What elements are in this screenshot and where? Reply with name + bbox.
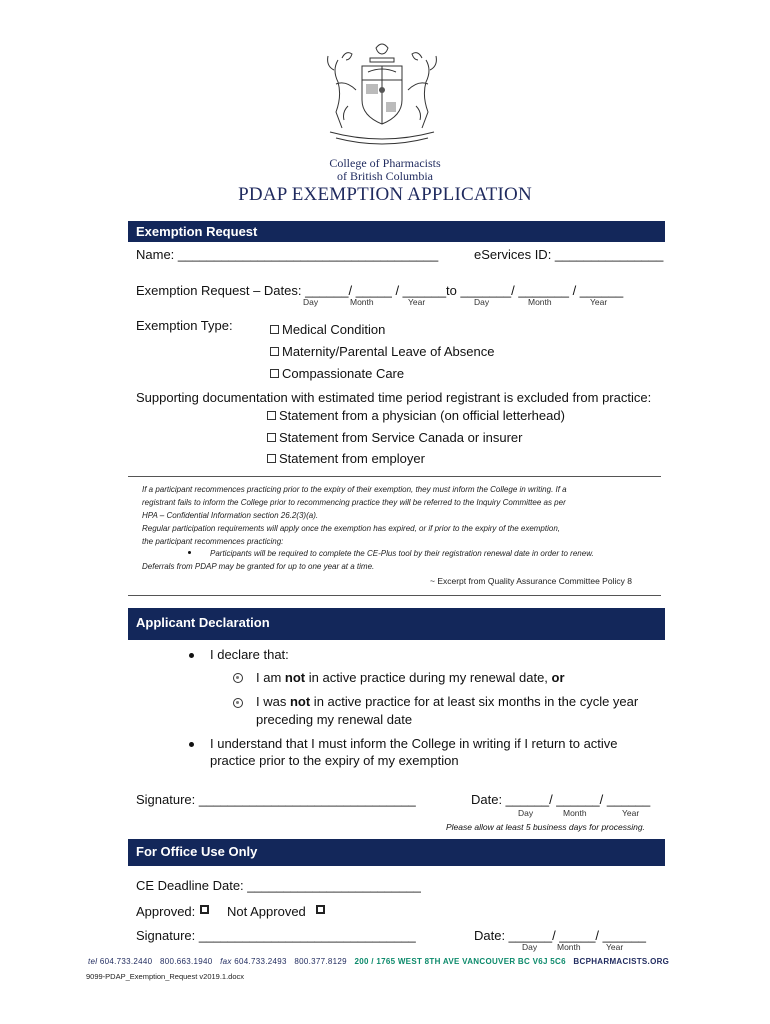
divider: [128, 595, 661, 596]
not-approved-label: Not Approved: [227, 904, 306, 919]
date-sub-month-2: Month: [528, 297, 552, 307]
file-name: 9099-PDAP_Exemption_Request v2019.1.docx: [86, 972, 245, 981]
checkbox-icon[interactable]: [267, 411, 276, 420]
supporting-documentation-label: Supporting documentation with estimated time period registrant is excluded from practice:: [136, 390, 652, 405]
policy-line: registrant fails to inform the College prior to recommencing practice they will be referred to the Inquiry Committee as per: [142, 498, 566, 507]
policy-line: HPA – Confidential Information section 26.2(3)(a).: [142, 511, 319, 520]
checkbox-icon[interactable]: [270, 347, 279, 356]
office-date-field[interactable]: Date: ______/ _____/ ______: [474, 928, 647, 943]
option-not-active-six-months-text-line2: preceding my renewal date: [256, 712, 413, 727]
radio-not-active-renewal[interactable]: [233, 673, 243, 683]
policy-source: ~ Excerpt from Quality Assurance Committee Policy 8: [430, 576, 632, 586]
checkbox-icon[interactable]: [270, 369, 279, 378]
checkbox-icon[interactable]: [267, 454, 276, 463]
approved-checkbox[interactable]: [200, 905, 209, 914]
date-sub-month: Month: [563, 808, 587, 818]
not-approved-checkbox[interactable]: [316, 905, 325, 914]
checkbox-icon[interactable]: [270, 325, 279, 334]
eservices-id-field[interactable]: eServices ID: _______________: [474, 247, 664, 262]
applicant-date-field[interactable]: Date: ______/ ______/ ______: [471, 792, 651, 807]
checkbox-compassionate-care[interactable]: Compassionate Care: [270, 366, 404, 381]
policy-line: Deferrals from PDAP may be granted for up to one year at a time.: [142, 562, 375, 571]
applicant-signature-field[interactable]: Signature: ______________________________: [136, 792, 416, 807]
date-sub-day: Day: [518, 808, 534, 818]
date-sub-day-2: Day: [474, 297, 490, 307]
option-not-active-renewal-text: I am not in active practice during my renewal date, or: [256, 670, 565, 685]
section-header-exemption-request: Exemption Request: [128, 221, 665, 242]
section-header-office-use: For Office Use Only: [128, 839, 665, 866]
checkbox-physician-statement[interactable]: Statement from a physician (on official letterhead): [267, 408, 565, 423]
exemption-dates-field[interactable]: Exemption Request – Dates: ______/ _____ / ______to _______/ _______ / ______: [136, 283, 624, 298]
date-sub-year: Year: [622, 808, 640, 818]
date-sub-day: Day: [522, 942, 538, 952]
checkbox-medical-condition[interactable]: Medical Condition: [270, 322, 385, 337]
footer-contact: tel 604.733.2440 800.663.1940 fax 604.733.2493 800.377.8129 200 / 1765 WEST 8TH AVE VANCOUVER BC V6J 5C6 BCPHARMACISTS.ORG: [88, 957, 670, 966]
approved-label: Approved:: [136, 904, 196, 919]
coat-of-arms-logo: [318, 40, 446, 150]
college-name-line1: College of Pharmacists: [329, 156, 441, 170]
ce-deadline-field[interactable]: CE Deadline Date: ________________________: [136, 878, 421, 893]
policy-line: Regular participation requirements will apply once the exemption has expired, or if prior to the expiry of the exemption,: [142, 524, 560, 533]
date-sub-year-1: Year: [408, 297, 426, 307]
declare-label: I declare that:: [210, 647, 289, 662]
exemption-type-label: Exemption Type:: [136, 318, 233, 333]
date-sub-year: Year: [606, 942, 624, 952]
policy-bullet-text: Participants will be required to complete the CE-Plus tool by their registration renewal date in order to renew.: [210, 549, 594, 558]
date-sub-month-1: Month: [350, 297, 374, 307]
bullet-icon: [188, 551, 191, 554]
checkbox-service-canada-statement[interactable]: Statement from Service Canada or insurer: [267, 430, 523, 445]
bullet-icon: [189, 742, 194, 747]
understand-line2: practice prior to the expiry of my exemption: [210, 753, 459, 768]
name-field[interactable]: Name: ____________________________________: [136, 247, 439, 262]
date-sub-year-2: Year: [590, 297, 608, 307]
divider: [128, 476, 661, 477]
policy-line: If a participant recommences practicing prior to the expiry of their exemption, they must inform the College in writing. If a: [142, 485, 567, 494]
section-header-applicant-declaration: Applicant Declaration: [128, 608, 665, 640]
date-sub-month: Month: [557, 942, 581, 952]
bullet-icon: [189, 653, 194, 658]
checkbox-icon[interactable]: [267, 433, 276, 442]
radio-not-active-six-months[interactable]: [233, 698, 243, 708]
checkbox-employer-statement[interactable]: Statement from employer: [267, 451, 425, 466]
office-signature-field[interactable]: Signature: ______________________________: [136, 928, 416, 943]
processing-note: Please allow at least 5 business days for processing.: [446, 822, 645, 832]
page-title: PDAP EXEMPTION APPLICATION: [238, 184, 532, 205]
option-not-active-six-months-text: I was not in active practice for at least six months in the cycle year: [256, 694, 639, 709]
understand-line1: I understand that I must inform the College in writing if I return to active: [210, 736, 618, 751]
date-sub-day-1: Day: [303, 297, 319, 307]
checkbox-maternity-leave[interactable]: Maternity/Parental Leave of Absence: [270, 344, 494, 359]
college-name-line2: of British Columbia: [337, 169, 433, 183]
policy-line: the participant recommences practicing:: [142, 537, 284, 546]
